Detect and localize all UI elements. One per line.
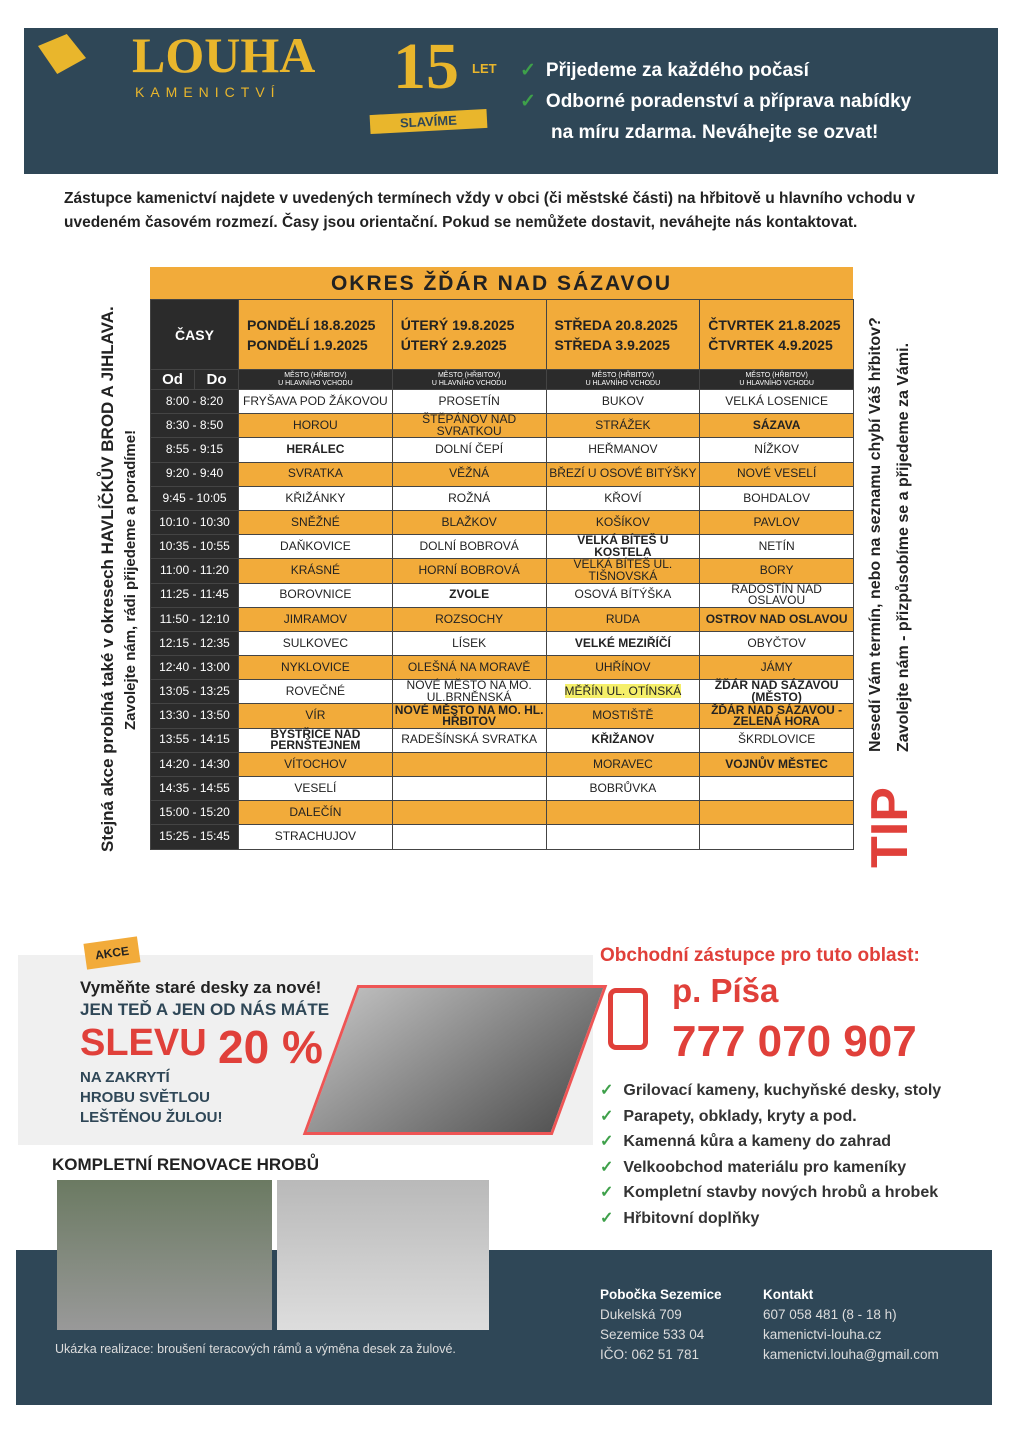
service-label: Kompletní stavby nových hrobů a hrobek [623, 1184, 939, 1201]
services-list [600, 1078, 941, 1231]
location-cell [239, 607, 393, 631]
location-name: HEŘMANOV [588, 442, 658, 457]
time-cell: 13:30 - 13:50 [151, 704, 239, 728]
sub1: MĚSTO (HŘBITOV) [745, 371, 808, 379]
service-item [600, 1078, 941, 1104]
location-cell [392, 583, 546, 607]
table-row [151, 414, 854, 438]
location-cell [239, 680, 393, 704]
side-note-right: Nesedí Vám termín, nebo na seznamu chybí Váš hřbitov? [867, 317, 884, 752]
day-date-2: STŘEDA 3.9.2025 [554, 336, 670, 353]
location-cell [392, 510, 546, 534]
table-row [151, 656, 854, 680]
table-row [151, 462, 854, 486]
location-cell [546, 583, 700, 607]
table-title: OKRES ŽĎÁR NAD SÁZAVOU [150, 267, 853, 299]
branch-street: Dukelská 709 [600, 1307, 682, 1322]
brand-sub: KAMENICTVÍ [135, 84, 281, 100]
location-cell [546, 656, 700, 680]
point: na míru zdarma. Neváhejte se ozvat! [551, 122, 879, 143]
location-cell [700, 438, 854, 462]
location-cell [392, 825, 546, 849]
location-cell [392, 680, 546, 704]
table-row [151, 704, 854, 728]
sub1: MĚSTO (HŘBITOV) [591, 371, 655, 379]
header-points [520, 55, 911, 148]
location-cell [239, 462, 393, 486]
location-cell [239, 631, 393, 655]
day-date-1: ÚTERÝ 19.8.2025 [400, 316, 515, 333]
time-cell: 8:30 - 8:50 [151, 414, 239, 438]
location-cell [700, 583, 854, 607]
time-cell: 14:20 - 14:30 [151, 752, 239, 776]
sub2: U HLAVNÍHO VCHODU [585, 379, 661, 387]
location-cell [239, 728, 393, 752]
day-date-2: PONDĚLÍ 1.9.2025 [247, 336, 368, 353]
location-name: KOŠÍKOV [595, 514, 650, 529]
casy-header: ČASY [151, 300, 239, 370]
location-cell [700, 462, 854, 486]
table-row [151, 631, 854, 655]
location-cell [700, 752, 854, 776]
time-cell: 11:50 - 12:10 [151, 607, 239, 631]
location-cell [239, 486, 393, 510]
location-cell [392, 462, 546, 486]
location-cell [546, 777, 700, 801]
location-name: ŽĎÁR NAD SÁZAVOU - ZELENÁ HORA [711, 702, 843, 729]
promo-line3: NA ZAKRYTÍ [80, 1069, 170, 1086]
service-label: Hřbitovní doplňky [623, 1209, 760, 1227]
promo-line5: LEŠTĚNOU ŽULOU! [80, 1109, 223, 1126]
day-date-1: ČTVRTEK 21.8.2025 [708, 316, 841, 333]
before-photo [57, 1180, 272, 1330]
location-name: PAVLOV [753, 514, 800, 529]
location-cell [700, 704, 854, 728]
table-row [151, 583, 854, 607]
photo-caption: Ukázka realizace: broušení teracových rámů a výměna desek za žulové. [55, 1342, 456, 1356]
location-cell [392, 486, 546, 510]
location-name: KŘIŽANOV [591, 732, 655, 747]
location-cell [239, 801, 393, 825]
time-cell: 15:25 - 15:45 [151, 825, 239, 849]
location-name: JIMRAMOV [283, 611, 348, 626]
service-item [600, 1206, 941, 1232]
table-row [151, 825, 854, 849]
time-cell: 15:00 - 15:20 [151, 801, 239, 825]
location-cell [700, 607, 854, 631]
location-cell [546, 535, 700, 559]
location-name: NETÍN [758, 538, 795, 553]
day-date-2: ÚTERÝ 2.9.2025 [400, 336, 507, 353]
column-subheader [239, 370, 393, 390]
table-row [151, 510, 854, 534]
location-cell [700, 728, 854, 752]
location-cell [239, 438, 393, 462]
location-name: BOROVNICE [279, 587, 352, 602]
renovation-title: KOMPLETNÍ RENOVACE HROBŮ [52, 1155, 319, 1174]
location-cell [546, 486, 700, 510]
service-item [600, 1180, 941, 1206]
time-cell: 14:35 - 14:55 [151, 777, 239, 801]
location-name: HORNÍ BOBROVÁ [418, 563, 520, 578]
location-name: DOLNÍ ČEPÍ [435, 442, 504, 457]
day-header [392, 300, 546, 370]
location-cell [392, 414, 546, 438]
location-name: PROSETÍN [438, 393, 500, 408]
point: Odborné poradenství a příprava nabídky [545, 91, 912, 112]
location-name: OSOVÁ BÍTÝŠKA [574, 587, 672, 602]
promo-line4: HROBU SVĚTLOU [80, 1089, 211, 1106]
check-icon: ✓ [600, 1133, 614, 1150]
location-name: NÍŽKOV [754, 442, 799, 457]
service-label: Velkoobchod materiálu pro kameníky [623, 1158, 907, 1176]
brand-logo: LOUHA [132, 27, 316, 83]
side-note-right-2: Zavolejte nám - přizpůsobíme se a přijedeme za Vámi. [895, 342, 912, 752]
location-cell [392, 656, 546, 680]
location-cell [239, 752, 393, 776]
time-cell: 12:40 - 13:00 [151, 656, 239, 680]
location-name: JÁMY [760, 659, 793, 674]
location-name: VELKÁ BÍTEŠ U KOSTELA [577, 533, 669, 559]
sub2: U HLAVNÍHO VCHODU [431, 379, 507, 387]
location-name: UHŘÍNOV [595, 659, 651, 674]
location-name: VĚŽNÁ [449, 466, 490, 481]
location-name: BYSTŘICE NAD PERNŠTEJNEM [270, 726, 361, 753]
location-cell [392, 777, 546, 801]
location-name: SVRATKA [287, 466, 343, 481]
check-icon: ✓ [600, 1107, 614, 1125]
day-header [239, 300, 393, 370]
location-cell [546, 801, 700, 825]
location-cell [239, 825, 393, 849]
day-date-1: STŘEDA 20.8.2025 [554, 316, 678, 333]
service-item [600, 1155, 941, 1181]
time-cell: 11:25 - 11:45 [151, 583, 239, 607]
location-name: STRACHUJOV [274, 829, 357, 844]
location-cell [239, 777, 393, 801]
contact-block [763, 1285, 939, 1365]
location-cell [392, 704, 546, 728]
time-cell: 8:55 - 9:15 [151, 438, 239, 462]
promo-details [80, 1068, 223, 1128]
day-date-1: PONDĚLÍ 18.8.2025 [247, 316, 376, 333]
location-cell [239, 656, 393, 680]
location-name: VOJNŮV MĚSTEC [725, 756, 828, 771]
location-name: BOHDALOV [743, 490, 810, 505]
service-label: Kamenná kůra a kameny do zahrad [623, 1133, 892, 1150]
location-name: SNĚŽNÉ [291, 514, 340, 529]
table-row [151, 801, 854, 825]
location-cell [700, 486, 854, 510]
day-header [700, 300, 854, 370]
promo-line2: JEN TEĎ A JEN OD NÁS MÁTE [80, 1000, 330, 1019]
anniversary-number: 15 [393, 30, 459, 103]
od-header: Od [151, 370, 195, 390]
location-cell [546, 390, 700, 414]
table-row [151, 535, 854, 559]
branch-city: Sezemice 533 04 [600, 1327, 705, 1342]
tip-label: TIP [861, 787, 919, 868]
location-cell [546, 704, 700, 728]
table-row [151, 607, 854, 631]
time-cell: 9:20 - 9:40 [151, 462, 239, 486]
rep-title: Obchodní zástupce pro tuto oblast: [600, 945, 920, 966]
time-cell: 9:45 - 10:05 [151, 486, 239, 510]
table-row [151, 728, 854, 752]
location-name: NOVÉ MĚSTO NA MO. HL. HŘBITOV [394, 702, 544, 729]
side-note-left-2: Zavolejte nám, rádi přijedeme a poradíme! [122, 429, 139, 730]
after-photo [277, 1180, 489, 1330]
location-name: DAŇKOVICE [280, 538, 351, 553]
promo-line1: Vyměňte staré desky za nové! [80, 978, 322, 997]
do-header: Do [195, 370, 239, 390]
location-cell [546, 414, 700, 438]
column-subheader [546, 370, 700, 390]
location-cell [700, 390, 854, 414]
location-name: MORAVEC [592, 756, 653, 771]
time-cell: 10:10 - 10:30 [151, 510, 239, 534]
location-cell [392, 607, 546, 631]
location-name: MOSTIŠTĚ [592, 708, 654, 723]
location-name: RADOSTÍN NAD OSLAVOU [731, 581, 822, 608]
time-cell: 10:35 - 10:55 [151, 535, 239, 559]
location-name: RUDA [605, 611, 640, 626]
service-item [600, 1129, 941, 1155]
location-cell [392, 801, 546, 825]
location-cell [239, 390, 393, 414]
rep-phone[interactable]: 777 070 907 [672, 1017, 917, 1066]
location-cell [546, 825, 700, 849]
location-name: KŘIŽÁNKY [285, 490, 346, 505]
location-name: VELKÁ BÍTEŠ UL. TIŠNOVSKÁ [573, 557, 673, 583]
location-name: HOROU [293, 418, 338, 433]
location-name: NOVÉ MĚSTO NA MO. UL.BRNĚNSKÁ [406, 678, 532, 704]
table-row [151, 777, 854, 801]
column-subheader [700, 370, 854, 390]
location-cell [546, 462, 700, 486]
location-cell [239, 559, 393, 583]
location-cell [546, 680, 700, 704]
rep-name: p. Píša [672, 972, 779, 1009]
location-name: ROŽNÁ [448, 490, 491, 505]
location-name: NYKLOVICE [281, 659, 350, 674]
branch-address [600, 1285, 722, 1365]
location-cell [392, 752, 546, 776]
time-cell: 12:15 - 12:35 [151, 631, 239, 655]
location-name: SÁZAVA [752, 418, 801, 433]
location-name: ŠKRDLOVICE [737, 732, 816, 747]
check-icon: ✓ [600, 1184, 614, 1201]
location-name: OBYČTOV [747, 635, 806, 650]
location-name: BORY [759, 563, 794, 578]
location-name: VÍR [305, 708, 326, 723]
location-cell [700, 825, 854, 849]
check-icon: ✓ [520, 60, 536, 81]
location-cell [546, 438, 700, 462]
sub2: U HLAVNÍHO VCHODU [278, 379, 353, 387]
contact-phone[interactable]: 607 058 481 (8 - 18 h) [763, 1307, 897, 1322]
table-row [151, 390, 854, 414]
location-name: BUKOV [601, 393, 644, 408]
location-cell [392, 631, 546, 655]
time-cell: 13:05 - 13:25 [151, 680, 239, 704]
location-name: VELKÁ LOSENICE [725, 393, 828, 408]
location-cell [700, 777, 854, 801]
location-name: HERÁLEC [286, 442, 345, 457]
location-cell [546, 607, 700, 631]
service-label: Parapety, obklady, kryty a pod. [623, 1107, 857, 1125]
side-note-left: Stejná akce probíhá také v okresech HAVLÍČKŮV BROD A JIHLAVA. [98, 306, 117, 852]
location-name: BOBRŮVKA [589, 780, 657, 795]
location-name: ROZSOCHY [435, 611, 504, 626]
location-name: MĚŘÍN UL. OTÍNSKÁ [564, 684, 682, 699]
location-name: ROVEČNÉ [285, 684, 346, 699]
location-cell [392, 390, 546, 414]
location-name: KŘOVÍ [604, 490, 642, 505]
anniversary-label: SLAVÍME [370, 109, 488, 134]
time-cell: 11:00 - 11:20 [151, 559, 239, 583]
table-row [151, 486, 854, 510]
location-name: VELKÉ MEZIŘÍČÍ [574, 635, 671, 650]
time-cell: 13:55 - 14:15 [151, 728, 239, 752]
service-item [600, 1104, 941, 1130]
sub1: MĚSTO (HŘBITOV) [284, 371, 347, 379]
location-cell [700, 631, 854, 655]
location-cell [392, 728, 546, 752]
location-name: LÍSEK [452, 635, 487, 650]
location-cell [546, 728, 700, 752]
location-cell [546, 559, 700, 583]
location-cell [239, 414, 393, 438]
location-cell [546, 510, 700, 534]
sub2: U HLAVNÍHO VCHODU [739, 379, 814, 387]
location-cell [392, 438, 546, 462]
check-icon: ✓ [600, 1082, 614, 1099]
sub1: MĚSTO (HŘBITOV) [437, 371, 501, 379]
time-cell: 8:00 - 8:20 [151, 390, 239, 414]
location-cell [392, 559, 546, 583]
location-name: OLEŠNÁ NA MORAVĚ [407, 659, 531, 674]
location-cell [239, 583, 393, 607]
location-cell [239, 704, 393, 728]
check-icon: ✓ [520, 91, 536, 112]
column-subheader [392, 370, 546, 390]
location-name: OSTROV NAD OSLAVOU [705, 611, 848, 626]
location-name: ŽĎÁR NAD SÁZAVOU (MĚSTO) [714, 678, 839, 704]
intro-text: Zástupce kamenictví najdete v uvedených termínech vždy v obci (či městské části) na hřbitově u hlavního vchodu v uvedeném časovém rozmezí. Časy jsou orientační. Pokud se nemůžete dostavit, neváhejte nás kontaktovat. [64, 190, 916, 231]
location-cell [700, 414, 854, 438]
location-cell [392, 535, 546, 559]
table-row [151, 680, 854, 704]
contact-email[interactable]: kamenictvi.louha@gmail.com [763, 1347, 939, 1362]
day-header [546, 300, 700, 370]
location-cell [239, 535, 393, 559]
branch-title: Pobočka Sezemice [600, 1287, 722, 1302]
schedule-table [150, 299, 854, 850]
contact-title: Kontakt [763, 1287, 814, 1302]
table-row [151, 752, 854, 776]
contact-web[interactable]: kamenictvi-louha.cz [763, 1327, 882, 1342]
branch-ico: IČO: 062 51 781 [600, 1347, 700, 1362]
location-cell [700, 510, 854, 534]
day-date-2: ČTVRTEK 4.9.2025 [708, 336, 833, 353]
phone-icon [608, 988, 648, 1050]
location-name: NOVÉ VESELÍ [736, 466, 817, 481]
location-name: VÍTOCHOV [284, 756, 347, 771]
location-cell [546, 752, 700, 776]
promo-percent: 20 % [218, 1021, 323, 1073]
check-icon: ✓ [600, 1209, 614, 1227]
location-name: ŠTĚPÁNOV NAD SVRATKOU [422, 412, 517, 438]
location-name: BLAŽKOV [441, 514, 497, 529]
anniversary-let: LET [472, 61, 497, 76]
location-name: STRÁŽEK [595, 418, 651, 433]
location-cell [700, 680, 854, 704]
location-name: ZVOLE [449, 587, 490, 602]
location-name: BŘEZÍ U OSOVÉ BITÝŠKY [549, 466, 697, 481]
location-cell [700, 801, 854, 825]
location-cell [700, 559, 854, 583]
akce-badge: AKCE [83, 936, 140, 969]
service-label: Grilovací kameny, kuchyňské desky, stoly [623, 1082, 942, 1099]
location-name: FRYŠAVA POD ŽÁKOVOU [243, 393, 388, 408]
location-cell [239, 510, 393, 534]
check-icon: ✓ [600, 1158, 614, 1176]
promo-slevu: SLEVU [80, 1022, 207, 1064]
location-name: VESELÍ [294, 780, 337, 795]
location-name: SULKOVEC [282, 635, 349, 650]
table-row [151, 559, 854, 583]
location-name: DALEČÍN [289, 805, 342, 820]
location-name: KRÁSNÉ [290, 563, 341, 578]
location-name: RADEŠÍNSKÁ SVRATKA [401, 732, 538, 747]
table-row [151, 438, 854, 462]
location-cell [700, 535, 854, 559]
location-cell [700, 656, 854, 680]
point: Přijedeme za každého počasí [545, 60, 809, 81]
location-name: DOLNÍ BOBROVÁ [419, 538, 519, 553]
location-cell [546, 631, 700, 655]
